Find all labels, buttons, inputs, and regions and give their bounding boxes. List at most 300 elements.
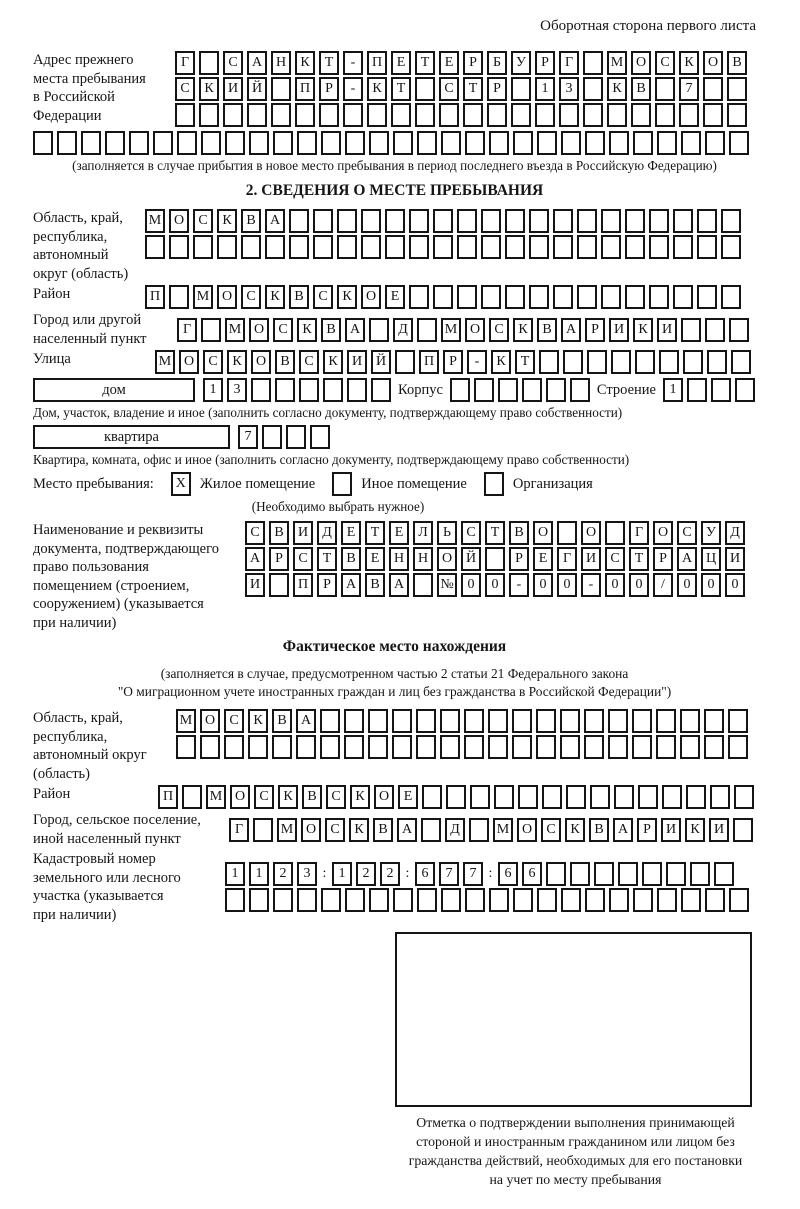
char-cell[interactable]: К [199, 77, 219, 101]
char-cell[interactable]: 0 [533, 573, 553, 597]
char-cell[interactable]: К [607, 77, 627, 101]
char-cell[interactable]: Е [389, 521, 409, 545]
char-cell[interactable] [33, 131, 53, 155]
char-cell[interactable] [697, 285, 717, 309]
char-cell[interactable] [422, 785, 442, 809]
char-cell[interactable]: Г [629, 521, 649, 545]
char-cell[interactable]: Г [559, 51, 579, 75]
char-cell[interactable]: Е [398, 785, 418, 809]
char-cell[interactable]: X [171, 472, 191, 496]
char-cell[interactable]: М [225, 318, 245, 342]
char-cell[interactable]: Р [653, 547, 673, 571]
char-cell[interactable] [247, 103, 267, 127]
char-cell[interactable]: А [613, 818, 633, 842]
char-cell[interactable]: Е [439, 51, 459, 75]
char-cell[interactable]: С [541, 818, 561, 842]
char-cell[interactable] [729, 131, 749, 155]
char-cell[interactable] [487, 103, 507, 127]
char-cell[interactable] [57, 131, 77, 155]
char-cell[interactable] [584, 709, 604, 733]
char-cell[interactable]: 7 [439, 862, 459, 886]
char-cell[interactable]: К [295, 51, 315, 75]
char-cell[interactable]: 6 [522, 862, 542, 886]
char-cell[interactable]: О [200, 709, 220, 733]
char-cell[interactable]: О [374, 785, 394, 809]
char-cell[interactable] [321, 131, 341, 155]
char-cell[interactable]: 2 [380, 862, 400, 886]
char-cell[interactable] [585, 888, 605, 912]
char-cell[interactable] [681, 318, 701, 342]
char-cell[interactable] [248, 735, 268, 759]
char-cell[interactable] [273, 888, 293, 912]
char-cell[interactable] [537, 888, 557, 912]
char-cell[interactable] [409, 285, 429, 309]
char-cell[interactable]: 0 [725, 573, 745, 597]
char-cell[interactable] [344, 735, 364, 759]
char-cell[interactable]: К [633, 318, 653, 342]
char-cell[interactable]: А [247, 51, 267, 75]
char-cell[interactable] [611, 350, 631, 374]
char-cell[interactable]: Г [229, 818, 249, 842]
char-cell[interactable]: Р [443, 350, 463, 374]
char-cell[interactable]: Д [393, 318, 413, 342]
char-cell[interactable]: Й [461, 547, 481, 571]
char-cell[interactable]: И [725, 547, 745, 571]
char-cell[interactable]: И [709, 818, 729, 842]
char-cell[interactable] [332, 472, 352, 496]
char-cell[interactable] [295, 103, 315, 127]
char-cell[interactable] [607, 103, 627, 127]
char-cell[interactable]: О [703, 51, 723, 75]
char-cell[interactable] [469, 818, 489, 842]
char-cell[interactable]: 6 [415, 862, 435, 886]
char-cell[interactable] [522, 378, 542, 402]
char-cell[interactable]: 1 [663, 378, 683, 402]
char-cell[interactable]: 0 [629, 573, 649, 597]
char-cell[interactable] [679, 103, 699, 127]
char-cell[interactable] [465, 888, 485, 912]
char-cell[interactable] [450, 378, 470, 402]
char-cell[interactable] [415, 77, 435, 101]
char-cell[interactable]: В [341, 547, 361, 571]
char-cell[interactable]: К [491, 350, 511, 374]
char-cell[interactable] [313, 209, 333, 233]
char-cell[interactable] [584, 735, 604, 759]
char-cell[interactable] [200, 735, 220, 759]
char-cell[interactable] [707, 350, 727, 374]
char-cell[interactable] [511, 77, 531, 101]
char-cell[interactable]: 0 [557, 573, 577, 597]
char-cell[interactable] [201, 318, 221, 342]
char-cell[interactable]: Т [629, 547, 649, 571]
char-cell[interactable] [632, 709, 652, 733]
char-cell[interactable] [217, 235, 237, 259]
char-cell[interactable] [169, 235, 189, 259]
char-cell[interactable] [703, 103, 723, 127]
char-cell[interactable]: П [145, 285, 165, 309]
char-cell[interactable] [513, 888, 533, 912]
char-cell[interactable] [577, 235, 597, 259]
char-cell[interactable]: М [441, 318, 461, 342]
char-cell[interactable]: И [347, 350, 367, 374]
char-cell[interactable] [649, 209, 669, 233]
char-cell[interactable]: Ц [701, 547, 721, 571]
char-cell[interactable]: С [224, 709, 244, 733]
char-cell[interactable] [703, 77, 723, 101]
char-cell[interactable] [169, 285, 189, 309]
char-cell[interactable] [498, 378, 518, 402]
char-cell[interactable] [413, 573, 433, 597]
checkbox-other-premises[interactable] [332, 472, 352, 496]
char-cell[interactable] [392, 735, 412, 759]
char-cell[interactable]: С [439, 77, 459, 101]
char-cell[interactable]: А [245, 547, 265, 571]
char-cell[interactable] [656, 709, 676, 733]
char-cell[interactable] [561, 888, 581, 912]
char-cell[interactable]: К [349, 818, 369, 842]
char-cell[interactable]: / [653, 573, 673, 597]
char-cell[interactable] [463, 103, 483, 127]
char-cell[interactable] [608, 735, 628, 759]
char-cell[interactable] [577, 209, 597, 233]
char-cell[interactable]: К [278, 785, 298, 809]
char-cell[interactable]: П [158, 785, 178, 809]
char-cell[interactable] [513, 131, 533, 155]
char-cell[interactable]: 0 [677, 573, 697, 597]
char-cell[interactable] [481, 209, 501, 233]
char-cell[interactable]: И [581, 547, 601, 571]
char-cell[interactable] [727, 77, 747, 101]
char-cell[interactable]: 1 [203, 378, 223, 402]
char-cell[interactable] [249, 131, 269, 155]
char-cell[interactable] [393, 888, 413, 912]
char-cell[interactable]: А [397, 818, 417, 842]
char-cell[interactable] [193, 235, 213, 259]
char-cell[interactable] [297, 888, 317, 912]
char-cell[interactable]: М [493, 818, 513, 842]
char-cell[interactable] [683, 350, 703, 374]
char-cell[interactable]: К [217, 209, 237, 233]
char-cell[interactable]: Р [509, 547, 529, 571]
char-cell[interactable] [638, 785, 658, 809]
char-cell[interactable]: В [589, 818, 609, 842]
char-cell[interactable]: К [337, 285, 357, 309]
char-cell[interactable] [367, 103, 387, 127]
char-cell[interactable] [393, 131, 413, 155]
char-cell[interactable] [681, 888, 701, 912]
char-cell[interactable]: - [509, 573, 529, 597]
char-cell[interactable] [323, 378, 343, 402]
char-cell[interactable]: С [293, 547, 313, 571]
char-cell[interactable]: К [265, 285, 285, 309]
char-cell[interactable]: 1 [249, 862, 269, 886]
char-cell[interactable]: Г [557, 547, 577, 571]
char-cell[interactable] [241, 235, 261, 259]
char-cell[interactable] [129, 131, 149, 155]
char-cell[interactable] [559, 103, 579, 127]
char-cell[interactable] [369, 888, 389, 912]
char-cell[interactable] [587, 350, 607, 374]
char-cell[interactable] [535, 103, 555, 127]
char-cell[interactable]: О [361, 285, 381, 309]
char-cell[interactable] [721, 285, 741, 309]
char-cell[interactable]: О [465, 318, 485, 342]
char-cell[interactable]: С [175, 77, 195, 101]
char-cell[interactable] [446, 785, 466, 809]
char-cell[interactable]: О [653, 521, 673, 545]
char-cell[interactable] [391, 103, 411, 127]
char-cell[interactable]: А [265, 209, 285, 233]
char-cell[interactable] [537, 131, 557, 155]
char-cell[interactable]: С [325, 818, 345, 842]
char-cell[interactable] [505, 285, 525, 309]
char-cell[interactable] [176, 735, 196, 759]
char-cell[interactable]: С [313, 285, 333, 309]
char-cell[interactable]: К [323, 350, 343, 374]
char-cell[interactable] [631, 103, 651, 127]
char-cell[interactable] [489, 888, 509, 912]
char-cell[interactable] [560, 735, 580, 759]
char-cell[interactable]: В [269, 521, 289, 545]
char-cell[interactable]: 1 [535, 77, 555, 101]
char-cell[interactable]: Н [271, 51, 291, 75]
char-cell[interactable]: В [537, 318, 557, 342]
char-cell[interactable] [721, 209, 741, 233]
char-cell[interactable] [566, 785, 586, 809]
char-cell[interactable]: - [581, 573, 601, 597]
char-cell[interactable]: Т [515, 350, 535, 374]
char-cell[interactable] [337, 235, 357, 259]
char-cell[interactable]: К [248, 709, 268, 733]
char-cell[interactable]: Е [391, 51, 411, 75]
char-cell[interactable] [721, 235, 741, 259]
char-cell[interactable]: Ь [437, 521, 457, 545]
char-cell[interactable]: Е [341, 521, 361, 545]
char-cell[interactable] [485, 547, 505, 571]
char-cell[interactable]: К [513, 318, 533, 342]
char-cell[interactable] [320, 709, 340, 733]
char-cell[interactable]: И [609, 318, 629, 342]
char-cell[interactable]: О [251, 350, 271, 374]
char-cell[interactable]: П [293, 573, 313, 597]
char-cell[interactable]: С [326, 785, 346, 809]
char-cell[interactable]: С [241, 285, 261, 309]
char-cell[interactable] [642, 862, 662, 886]
char-cell[interactable] [666, 862, 686, 886]
char-cell[interactable] [275, 378, 295, 402]
char-cell[interactable] [680, 735, 700, 759]
char-cell[interactable] [711, 378, 731, 402]
char-cell[interactable] [457, 209, 477, 233]
char-cell[interactable] [296, 735, 316, 759]
char-cell[interactable]: С [677, 521, 697, 545]
char-cell[interactable] [704, 735, 724, 759]
char-cell[interactable]: 3 [559, 77, 579, 101]
char-cell[interactable]: У [701, 521, 721, 545]
char-cell[interactable]: Т [365, 521, 385, 545]
char-cell[interactable] [177, 131, 197, 155]
char-cell[interactable] [656, 735, 676, 759]
char-cell[interactable]: О [533, 521, 553, 545]
char-cell[interactable] [417, 318, 437, 342]
char-cell[interactable] [553, 209, 573, 233]
char-cell[interactable] [310, 425, 330, 449]
char-cell[interactable] [223, 103, 243, 127]
char-cell[interactable] [529, 285, 549, 309]
char-cell[interactable]: 6 [498, 862, 518, 886]
char-cell[interactable] [409, 235, 429, 259]
char-cell[interactable] [395, 350, 415, 374]
char-cell[interactable] [297, 131, 317, 155]
char-cell[interactable]: К [685, 818, 705, 842]
char-cell[interactable]: Г [177, 318, 197, 342]
char-cell[interactable]: М [176, 709, 196, 733]
char-cell[interactable] [662, 785, 682, 809]
char-cell[interactable]: У [511, 51, 531, 75]
char-cell[interactable]: А [389, 573, 409, 597]
char-cell[interactable] [529, 235, 549, 259]
char-cell[interactable] [561, 131, 581, 155]
char-cell[interactable]: К [297, 318, 317, 342]
char-cell[interactable]: В [241, 209, 261, 233]
char-cell[interactable] [601, 209, 621, 233]
char-cell[interactable]: С [299, 350, 319, 374]
char-cell[interactable]: 7 [463, 862, 483, 886]
char-cell[interactable] [145, 235, 165, 259]
char-cell[interactable]: 3 [297, 862, 317, 886]
char-cell[interactable]: Д [725, 521, 745, 545]
char-cell[interactable] [225, 888, 245, 912]
char-cell[interactable] [680, 709, 700, 733]
char-cell[interactable] [710, 785, 730, 809]
char-cell[interactable]: И [293, 521, 313, 545]
char-cell[interactable] [594, 862, 614, 886]
char-cell[interactable]: Н [389, 547, 409, 571]
char-cell[interactable]: - [467, 350, 487, 374]
char-cell[interactable] [105, 131, 125, 155]
char-cell[interactable]: С [193, 209, 213, 233]
char-cell[interactable]: Е [365, 547, 385, 571]
char-cell[interactable] [625, 209, 645, 233]
char-cell[interactable] [553, 235, 573, 259]
char-cell[interactable] [489, 131, 509, 155]
char-cell[interactable] [337, 209, 357, 233]
char-cell[interactable] [488, 709, 508, 733]
char-cell[interactable] [625, 235, 645, 259]
char-cell[interactable]: № [437, 573, 457, 597]
char-cell[interactable]: Д [317, 521, 337, 545]
char-cell[interactable] [441, 131, 461, 155]
char-cell[interactable]: Р [463, 51, 483, 75]
char-cell[interactable]: О [631, 51, 651, 75]
char-cell[interactable] [536, 735, 556, 759]
char-cell[interactable] [421, 818, 441, 842]
char-cell[interactable] [343, 103, 363, 127]
char-cell[interactable] [583, 103, 603, 127]
char-cell[interactable]: О [230, 785, 250, 809]
char-cell[interactable] [518, 785, 538, 809]
char-cell[interactable] [347, 378, 367, 402]
char-cell[interactable]: К [679, 51, 699, 75]
char-cell[interactable] [441, 888, 461, 912]
char-cell[interactable] [345, 888, 365, 912]
char-cell[interactable] [344, 709, 364, 733]
char-cell[interactable] [583, 77, 603, 101]
char-cell[interactable] [199, 103, 219, 127]
char-cell[interactable]: Л [413, 521, 433, 545]
char-cell[interactable]: О [581, 521, 601, 545]
char-cell[interactable] [81, 131, 101, 155]
char-cell[interactable] [457, 285, 477, 309]
char-cell[interactable] [590, 785, 610, 809]
char-cell[interactable] [433, 235, 453, 259]
char-cell[interactable]: О [517, 818, 537, 842]
char-cell[interactable] [659, 350, 679, 374]
char-cell[interactable]: М [206, 785, 226, 809]
char-cell[interactable]: Т [317, 547, 337, 571]
char-cell[interactable]: И [657, 318, 677, 342]
char-cell[interactable] [319, 103, 339, 127]
char-cell[interactable] [649, 235, 669, 259]
char-cell[interactable] [417, 131, 437, 155]
char-cell[interactable]: В [275, 350, 295, 374]
char-cell[interactable]: Р [585, 318, 605, 342]
char-cell[interactable] [289, 209, 309, 233]
char-cell[interactable] [440, 735, 460, 759]
char-cell[interactable] [361, 235, 381, 259]
char-cell[interactable]: О [437, 547, 457, 571]
char-cell[interactable]: И [223, 77, 243, 101]
char-cell[interactable]: С [461, 521, 481, 545]
char-cell[interactable]: И [245, 573, 265, 597]
char-cell[interactable]: 0 [485, 573, 505, 597]
char-cell[interactable] [272, 735, 292, 759]
checkbox-residential[interactable] [171, 472, 191, 496]
char-cell[interactable]: В [321, 318, 341, 342]
char-cell[interactable] [734, 785, 754, 809]
char-cell[interactable] [563, 350, 583, 374]
char-cell[interactable] [705, 888, 725, 912]
char-cell[interactable]: Т [463, 77, 483, 101]
char-cell[interactable]: 7 [238, 425, 258, 449]
char-cell[interactable] [415, 103, 435, 127]
char-cell[interactable] [633, 131, 653, 155]
char-cell[interactable]: К [350, 785, 370, 809]
char-cell[interactable] [657, 131, 677, 155]
char-cell[interactable] [269, 573, 289, 597]
char-cell[interactable] [705, 318, 725, 342]
char-cell[interactable]: В [365, 573, 385, 597]
char-cell[interactable]: Р [637, 818, 657, 842]
char-cell[interactable]: О [179, 350, 199, 374]
char-cell[interactable] [727, 103, 747, 127]
char-cell[interactable] [369, 131, 389, 155]
char-cell[interactable] [464, 735, 484, 759]
char-cell[interactable]: С [223, 51, 243, 75]
char-cell[interactable] [570, 862, 590, 886]
char-cell[interactable] [635, 350, 655, 374]
char-cell[interactable]: 2 [273, 862, 293, 886]
char-cell[interactable]: 2 [356, 862, 376, 886]
char-cell[interactable] [690, 862, 710, 886]
char-cell[interactable]: К [367, 77, 387, 101]
char-cell[interactable] [494, 785, 514, 809]
char-cell[interactable] [286, 425, 306, 449]
char-cell[interactable] [539, 350, 559, 374]
char-cell[interactable] [542, 785, 562, 809]
char-cell[interactable] [618, 862, 638, 886]
char-cell[interactable] [271, 103, 291, 127]
